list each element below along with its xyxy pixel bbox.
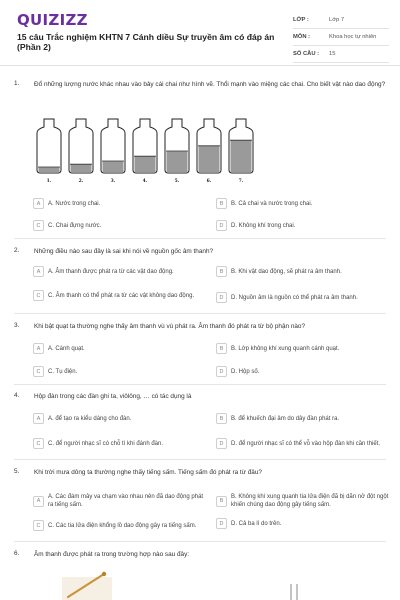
option-b[interactable]	[216, 266, 391, 277]
bottle-4	[133, 119, 157, 184]
question-text: Đổ những lượng nước khác nhau vào bảy cái chai như hình vẽ. Thổi mạnh vào miệng các chai. Cho biết vật nào dao động?	[34, 81, 386, 88]
option-letter: A	[33, 343, 44, 354]
meta-row-class	[293, 12, 389, 29]
bottle-1	[37, 119, 61, 184]
option-letter: A	[33, 413, 44, 424]
option-text: D. để người nhạc sĩ có thể vỗ vào hộp đàn khi cần thiết.	[231, 440, 381, 447]
option-letter: D	[216, 438, 227, 449]
option-text: C. Chai đựng nước.	[48, 222, 102, 229]
page-title: 15 câu Trắc nghiệm KHTN 7 Cánh diều Sự truyền âm có đáp án (Phần 2)	[17, 32, 275, 52]
worksheet-header	[0, 0, 400, 66]
bottle-label: 5.	[174, 179, 180, 184]
option-a[interactable]	[33, 343, 208, 354]
option-a[interactable]	[33, 413, 208, 424]
question-text: Khi trời mưa dông ta thường nghe thấy tiếng sấm. Tiếng sấm đó phát ra từ đâu?	[34, 469, 262, 476]
bottles-image	[33, 117, 263, 185]
option-d[interactable]	[216, 220, 391, 231]
option-letter: D	[216, 220, 227, 231]
worksheet-meta	[293, 12, 389, 63]
bottle-water	[135, 156, 156, 172]
question-text: Những điều nào sau đây là sai khi nói về nguồn gốc âm thanh?	[34, 248, 214, 255]
option-text: C. Tụ điện.	[48, 368, 78, 375]
question-text: Âm thanh được phát ra trong trường hợp nào sau đây:	[34, 551, 190, 558]
option-letter: A	[33, 198, 44, 209]
option-b[interactable]	[216, 198, 391, 209]
option-d[interactable]	[216, 292, 399, 303]
option-c[interactable]	[33, 366, 208, 377]
question-number: 6.	[14, 550, 20, 557]
option-letter: B	[216, 266, 227, 277]
option-text: A. Âm thanh được phát ra từ các vật dao động.	[48, 268, 174, 275]
question-number: 1.	[14, 80, 20, 87]
bottle-water	[39, 167, 60, 172]
meta-label: LỚP :	[293, 17, 309, 23]
option-letter: B	[216, 343, 227, 354]
meta-value: Khoa học tự nhiên	[329, 34, 377, 40]
option-a[interactable]	[33, 493, 208, 509]
option-a[interactable]	[33, 198, 208, 209]
option-text: A. Nước trong chai.	[48, 200, 101, 207]
bottle-label: 1.	[46, 179, 52, 184]
option-a[interactable]	[33, 266, 208, 277]
divider	[14, 384, 386, 385]
option-c[interactable]	[33, 520, 208, 531]
option-text: A. để tạo ra kiểu dáng cho đàn.	[48, 415, 132, 422]
option-text: C. để người nhạc sĩ có chỗ tì khi đánh đàn.	[48, 440, 164, 447]
option-text: A. Cánh quạt.	[48, 345, 85, 352]
bottle-7	[229, 119, 253, 184]
option-text: B. Lớp không khí xung quanh cánh quạt.	[231, 345, 340, 352]
option-text: B. Khi vật dao động, sẽ phát ra âm thanh.	[231, 268, 342, 275]
bottle-6	[197, 119, 221, 184]
bottle-label: 3.	[110, 179, 116, 184]
option-letter: A	[33, 266, 44, 277]
option-text: C. Âm thanh có thể phát ra từ các vật không dao động.	[48, 292, 195, 299]
option-d[interactable]	[216, 518, 391, 529]
option-letter: D	[216, 518, 227, 529]
option-text: B. Cả chai và nước trong chai.	[231, 200, 313, 207]
meta-row-count	[293, 46, 389, 63]
bottle-water	[167, 151, 188, 172]
option-c[interactable]	[33, 438, 208, 449]
bottle-water	[231, 140, 252, 172]
option-letter: C	[33, 290, 44, 301]
option-letter: C	[33, 438, 44, 449]
option-text: A. Các đám mây va chạm vào nhau nên đã dao động phát ra tiếng sấm.	[48, 494, 204, 508]
bottle-3	[101, 119, 125, 184]
tuning-fork-image	[286, 584, 302, 600]
question-text: Hộp đàn trong các đàn ghi ta, viôlông, … có tác dụng là	[34, 393, 192, 400]
divider	[14, 541, 386, 542]
question-number: 4.	[14, 392, 20, 399]
option-text: C. Các tia lửa điện khổng lồ dao động gây ra tiếng sấm.	[48, 522, 197, 529]
question-text: Khi bật quạt ta thường nghe thấy âm thanh vù vù phát ra. Âm thanh đó phát ra từ bộ phận nào?	[34, 323, 306, 330]
option-b[interactable]	[216, 493, 399, 509]
meta-value: Lớp 7	[329, 17, 345, 23]
option-b[interactable]	[216, 413, 391, 424]
option-letter: D	[216, 292, 227, 303]
option-c[interactable]	[33, 290, 208, 301]
option-d[interactable]	[216, 438, 399, 449]
meta-label: MÔN :	[293, 34, 311, 40]
option-letter: D	[216, 366, 227, 377]
bottle-water	[199, 146, 220, 172]
option-text: B. Không khí xung quanh tia lửa điện đã bị dãn nở đột ngột khiến chúng dao động gây tiếng sấm.	[231, 494, 389, 508]
drumstick-image	[62, 571, 112, 600]
option-letter: B	[216, 413, 227, 424]
question-number: 3.	[14, 322, 20, 329]
option-text: D. Hộp số.	[231, 368, 260, 375]
bottle-2	[69, 119, 93, 184]
option-letter: C	[33, 220, 44, 231]
option-letter: C	[33, 520, 44, 531]
option-letter: A	[33, 496, 44, 507]
meta-row-subject	[293, 29, 389, 46]
meta-value: 15	[329, 51, 336, 57]
question-number: 2.	[14, 247, 20, 254]
divider	[14, 459, 386, 460]
option-letter: B	[216, 496, 227, 507]
meta-label: SỐ CÂU :	[293, 51, 320, 57]
bottle-label: 7.	[238, 179, 244, 184]
divider	[14, 238, 386, 239]
bottle-label: 6.	[206, 179, 212, 184]
bottles-figure	[33, 117, 263, 185]
bottle-label: 2.	[78, 179, 84, 184]
option-text: B. để khuếch đại âm do dây đàn phát ra.	[231, 415, 340, 422]
bottle-outline	[37, 119, 61, 173]
bottle-5	[165, 119, 189, 184]
option-text: D. Cả ba lí do trên.	[231, 520, 282, 527]
option-text: D. Không khí trong chai.	[231, 222, 296, 229]
option-b[interactable]	[216, 343, 391, 354]
bottle-water	[103, 161, 124, 172]
option-letter: C	[33, 366, 44, 377]
option-d[interactable]	[216, 366, 391, 377]
option-text: D. Nguồn âm là nguồn có thể phát ra âm thanh.	[231, 294, 358, 301]
divider	[14, 313, 386, 314]
bottle-label: 4.	[142, 179, 148, 184]
quizizz-logo: QUIZIZZ	[17, 11, 88, 29]
option-c[interactable]	[33, 220, 208, 231]
option-letter: B	[216, 198, 227, 209]
bottle-water	[71, 164, 92, 172]
question-number: 5.	[14, 468, 20, 475]
